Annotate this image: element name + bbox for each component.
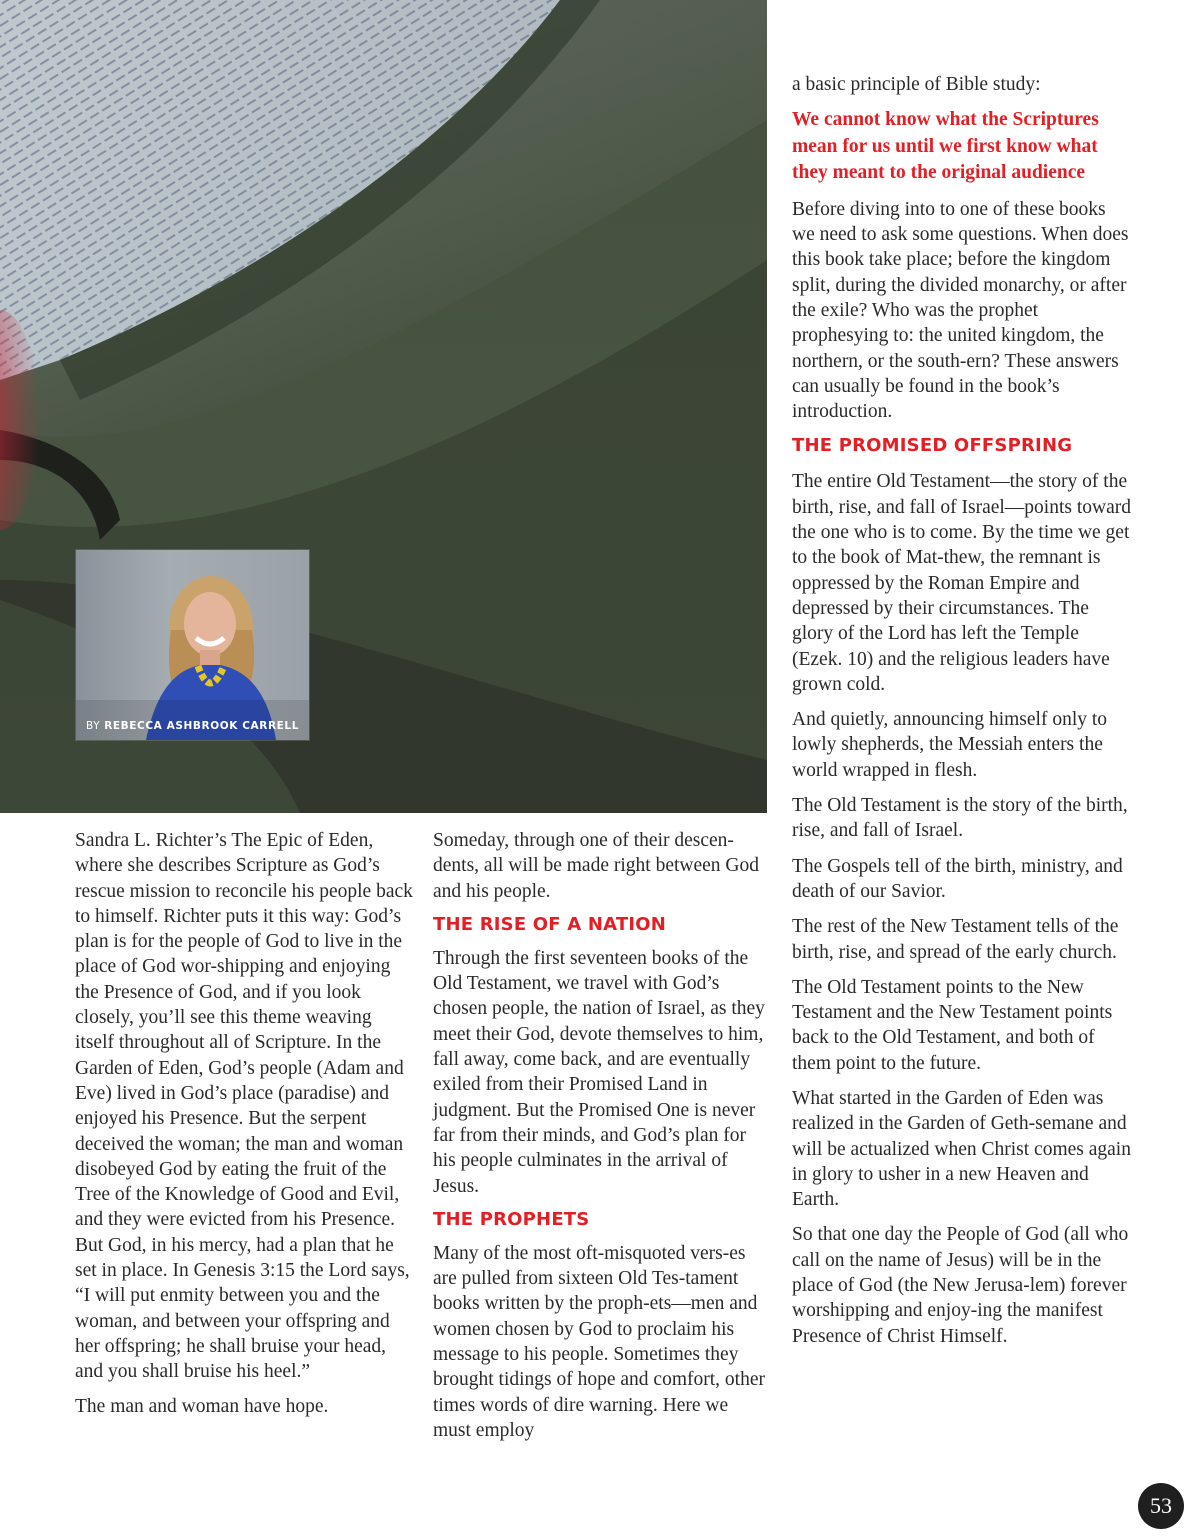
body-paragraph: a basic principle of Bible study: [792,74,1041,95]
author-photo [76,550,309,740]
body-paragraph: And quietly, announcing himself only to lowly shepherds, the Messiah enters the world wrapped in flesh. [792,709,1108,781]
article-column-1 [75,828,415,1428]
body-paragraph: Through the first seventeen books of the Old Testament, we travel with God’s chosen people, the nation of Israel, as they meet their God, devote themselves to him, fall away, come back, and are eventually exiled from their Promised Land in judgment. But the Promised One is never far from their minds, and God’s plan for his people culminates in the arrival of Jesus. [433,947,765,1197]
body-paragraph: The Gospels tell of the birth, ministry, and death of our Savior. [792,855,1123,902]
body-paragraph: The Old Testament points to the New Testament and the New Testament points back to the Old Testament, and both of them point to the future. [792,976,1113,1074]
body-paragraph: Someday, through one of their descen-dents, all will be made right between God and his people. [433,830,759,902]
byline-author-name: REBECCA ASHBROOK CARRELL [104,720,299,732]
body-paragraph: The rest of the New Testament tells of the birth, rise, and spread of the early church. [792,916,1119,963]
article-column-2 [433,828,769,1452]
section-heading-promised-offspring: THE PROMISED OFFSPRING [792,435,1073,457]
section-heading-rise-of-a-nation: THE RISE OF A NATION [433,913,666,935]
byline-prefix: BY [86,720,101,732]
body-paragraph: So that one day the People of God (all who call on the name of Jesus) will be in the place of God (the New Jerusa-lem) forever worshipping and enjoy-ing the manifest Presence of Christ Himself. [792,1224,1129,1347]
pull-quote: We cannot know what the Scriptures mean for us until we first know what they meant to the original audience [792,109,1099,184]
body-paragraph: Many of the most oft-misquoted vers-es are pulled from sixteen Old Tes-tament books written by the proph-ets—men and women chosen by God to proclaim his message to his people. Sometimes they brought tidings of hope and comfort, other times words of dire warning. Here we must employ [433,1242,765,1441]
body-paragraph: Before diving into to one of these books we need to ask some questions. When does this book take place; before the kingdom split, during the divided monarchy, or after the exile? Who was the prophet prophesying to: the united kingdom, the northern, or the south-ern? These answers can usually be found in the book’s introduction. [792,198,1129,423]
article-column-3 [792,72,1132,1359]
body-paragraph: What started in the Garden of Eden was realized in the Garden of Geth-semane and will be actualized when Christ comes again in glory to usher in a new Heaven and Earth. [792,1088,1131,1211]
author-byline [86,720,299,732]
section-heading-the-prophets: THE PROPHETS [433,1208,590,1230]
author-portrait-illustration [76,550,309,740]
page-number: 53 [1138,1483,1184,1529]
body-paragraph: Sandra L. Richter’s The Epic of Eden, where she describes Scripture as God’s rescue mission to reconcile his people back to himself. Richter puts it this way: God’s plan is for the people of God to live in the place of God wor-shipping and enjoying the Presence of God, and if you look closely, you’ll see this theme weaving itself throughout all of Scripture. In the Garden of Eden, God’s people (Adam and Eve) lived in God’s place (paradise) and enjoyed his Presence. But the serpent deceived the woman; the man and woman disobeyed God by eating the fruit of the Tree of the Knowledge of Good and Evil, and they were evicted from his Presence. But God, in his mercy, had a plan that he set in place. In Genesis 3:15 the Lord says, “I will put enmity between you and the woman, and between your offspring and her offspring; he shall bruise your head, and you shall bruise his heel.” [75,830,413,1383]
body-paragraph: The Old Testament is the story of the birth, rise, and fall of Israel. [792,795,1128,842]
body-paragraph: The man and woman have hope. [75,1395,329,1417]
hero-photo [0,0,767,813]
body-paragraph: The entire Old Testament—the story of the birth, rise, and fall of Israel—points toward the one who is to come. By the time we get to the book of Mat-thew, the remnant is oppressed by the Roman Empire and depressed by their circumstances. The glory of the Lord has left the Temple (Ezek. 10) and the religious leaders have grown cold. [792,471,1131,695]
